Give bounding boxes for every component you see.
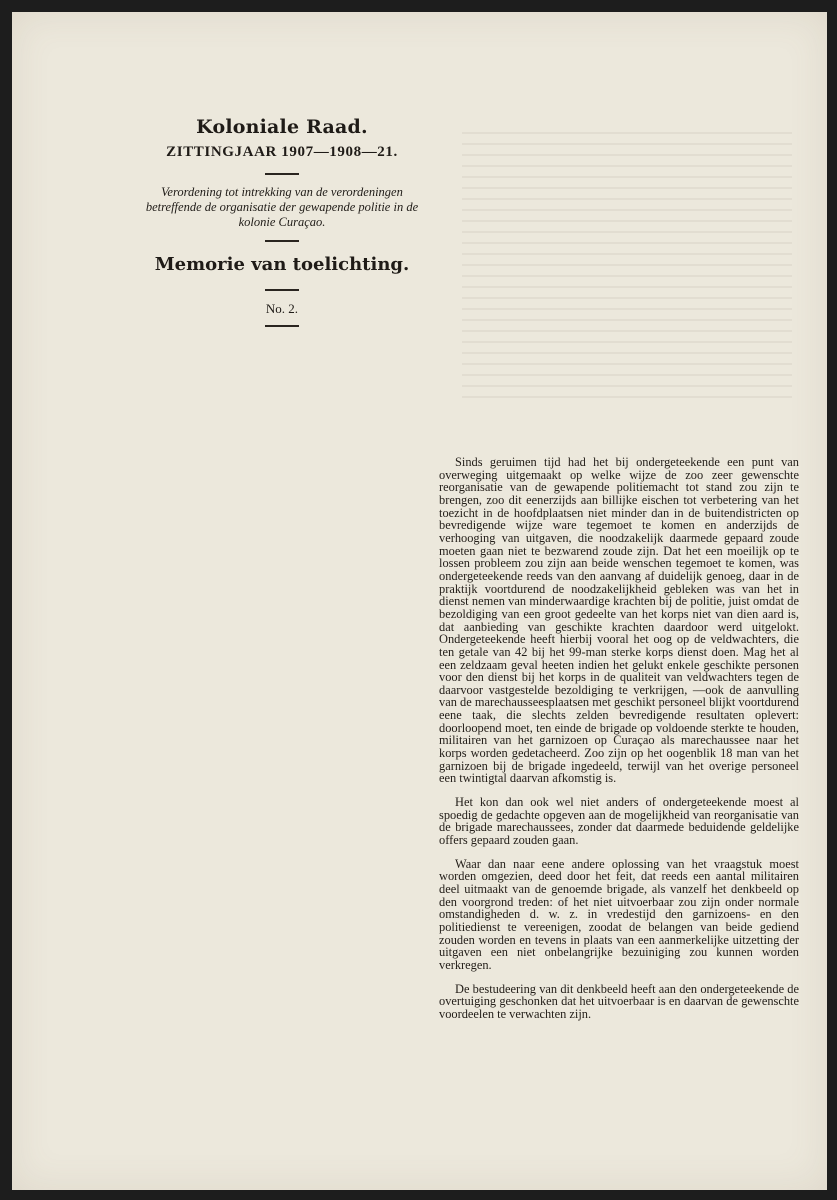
ordinance-subject: Verordening tot intrekking van de verordeningen betreffende de organisatie der gewapende politie in de kolonie Curaçao. (145, 185, 419, 229)
document-page (12, 12, 827, 1190)
bleed-through-text (462, 132, 792, 402)
divider (265, 325, 299, 327)
council-title: Koloniale Raad. (196, 116, 368, 138)
document-number: No. 2. (265, 301, 299, 316)
divider (265, 173, 299, 175)
memorandum-body (439, 456, 799, 1032)
paragraph-1: Sinds geruimen tijd had het bij ondergeteekende een punt van overweging uitgemaakt op welke wijze de zoo zeer gewenschte reorganisatie van de gewapende politiemacht tot stand zou zijn te brengen, zoo dit eenerzijds aan billijke eischen tot verbetering van het toezicht in de hoofdplaatsen niet minder dan in de buitendistricten op bevredigende wijze ware tegemoet te komen en anderzijds de verhooging van uitgaven, die noodzakelijk daarmede gepaard zoude moeten gaan niet te bezwarend zoude zijn. Dat het een moeilijk op te lossen probleem zou zijn aan beide wenschen tegemoet te komen, was ondergeteekende reeds van den aanvang af duidelijk genoeg, daar in de praktijk voortdurend de noodzakelijkheid gebleken was van het in dienst nemen van minderwaardige krachten bij de politie, juist omdat de bezoldiging van een groot gedeelte van het korps niet van dien aard is, dat aanbieding van geschikte krachten daardoor werd uitgelokt. Ondergeteekende heeft hierbij vooral het oog op de veldwachters, die ten getale van 42 bij het 99-man sterke korps dienst doen. Mag het al een zeldzaam geval heeten indien het gelukt enkele geschikte personen voor den dienst bij het korps in de qualiteit van veldwachters tegen de daarvoor vastgestelde bezoldiging te verkrijgen, —ook de aanvulling van de marechausseesplaatsen met geschikt personeel blijkt voortdurend eene taak, die slechts zelden bevredigende resultaten oplevert: doorloopend moet, ten einde de brigade op voldoende sterkte te houden, militairen van het garnizoen op Curaçao als marechaussee naar het korps worden gedetacheerd. Zoo zijn op het oogenblik 18 man van het garnizoen bij de brigade ingedeeld, terwijl van het overige personeel een twintigtal daarvan afkomstig is. (439, 455, 799, 786)
paragraph-4: De bestudeering van dit denkbeeld heeft aan den ondergeteekende de overtuiging geschonken dat het uitvoerbaar is en daarvan de gewenschte voordeelen te verwachten zijn. (439, 981, 799, 1021)
session-year: ZITTINGJAAR 1907—1908—21. (166, 144, 398, 160)
document-header (137, 116, 427, 335)
divider (265, 289, 299, 291)
paragraph-3: Waar dan naar eene andere oplossing van het vraagstuk moest worden omgezien, deed door het feit, dat reeds een aantal militairen deel uitmaakt van de genoemde brigade, als vanzelf het denkbeeld op den voorgrond treden: of het niet uitvoerbaar zou zijn onder normale omstandigheden d. w. z. in vredestijd den garnizoens- en den politiedienst te vereenigen, zoodat de belangen van beide gediend zouden worden en tevens in plaats van een aanmerkelijke uitzetting der uitgaven een niet onbelangrijke bezuiniging zou kunnen worden verkregen. (439, 856, 799, 972)
divider (265, 240, 299, 242)
document-title: Memorie van toelichting. (154, 254, 410, 275)
paragraph-2: Het kon dan ook wel niet anders of ondergeteekende moest al spoedig de gedachte opgeven aan de mogelijkheid van reorganisatie van de brigade marechaussees, zonder dat daarmede beduidende geldelijke offers gepaard zouden gaan. (439, 795, 799, 848)
